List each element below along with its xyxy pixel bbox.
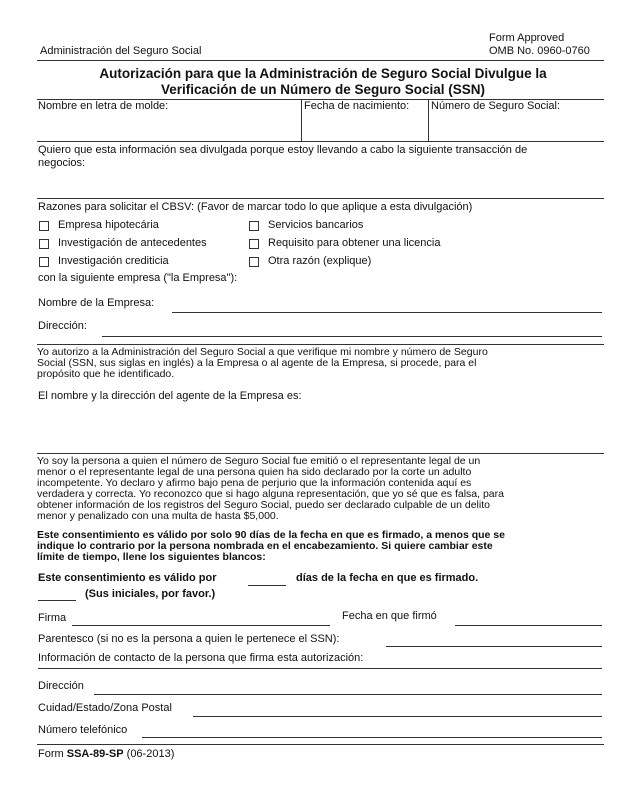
declaration-line6: menor y penalizado con una multa de hasta $5,000. (37, 510, 279, 522)
sign-date-label: Fecha en que firmó (342, 610, 437, 622)
transaction-line1: Quiero que esta información sea divulgada porque estoy llevando a cabo la siguiente transacción de (38, 144, 528, 156)
consent-initials-label: (Sus iniciales, por favor.) (85, 588, 216, 600)
consent-initials-input[interactable] (38, 600, 76, 601)
checkbox-credit[interactable] (39, 257, 49, 267)
agent-rule (37, 453, 604, 454)
company-address-input[interactable] (102, 336, 602, 337)
name-input[interactable] (38, 114, 298, 138)
consent-line3: límite de tiempo, llene los siguientes blancos: (37, 551, 266, 563)
consent-days-input[interactable] (248, 585, 286, 586)
reason-license: Requisito para obtener una licencia (268, 237, 441, 249)
phone-label: Número telefónico (38, 724, 128, 736)
ssn-input[interactable] (431, 114, 601, 138)
consent-line2: indique lo contrario por la persona nombrada en el encabezamiento. Si quiere cambiar este (37, 540, 493, 552)
footer-form-word: Form (38, 748, 64, 760)
consent-valid-suffix: días de la fecha en que es firmado. (296, 572, 479, 584)
relationship-input[interactable] (386, 646, 602, 647)
contact-label: Información de contacto de la persona que firma esta autorización: (38, 652, 364, 664)
contact-rule (38, 668, 602, 669)
name-label: Nombre en letra de molde: (38, 100, 169, 112)
header-rule (37, 60, 604, 61)
reason-other: Otra razón (explique) (268, 255, 372, 267)
company-name-input[interactable] (172, 312, 602, 313)
form-approved: Form Approved (489, 32, 565, 44)
reason-mortgage: Empresa hipotecária (58, 219, 159, 231)
checkbox-banking[interactable] (249, 221, 259, 231)
dob-label: Fecha de nacimiento: (304, 100, 410, 112)
footer-form-date: (06-2013) (126, 748, 175, 760)
agent-input[interactable] (38, 405, 602, 450)
address-label: Dirección (38, 680, 84, 692)
transaction-input[interactable] (38, 172, 602, 196)
dob-input[interactable] (304, 114, 424, 138)
form-title-line2: Verificación de un Número de Seguro Social (SSN) (160, 82, 486, 97)
checkbox-mortgage[interactable] (39, 221, 49, 231)
checkbox-other[interactable] (249, 257, 259, 267)
fields-rule (37, 141, 604, 142)
company-address-label: Dirección: (38, 320, 87, 332)
omb-number: OMB No. 0960-0760 (489, 45, 590, 57)
checkbox-background[interactable] (39, 239, 49, 249)
signature-label: Firma (38, 612, 67, 624)
consent-line1: Este consentimiento es válido por solo 90 días de la fecha en que es firmado, a menos que se (37, 529, 505, 541)
transaction-line2: negocios: (38, 157, 86, 169)
declaration-line2: menor o el representante legal de una persona quien ha sido declarado por la corte un adulto (37, 466, 472, 478)
address-input[interactable] (94, 694, 602, 695)
declaration-line3: incompetente. Yo declaro y afirmo bajo pena de perjurio que la información contenida aquí es (37, 477, 472, 489)
company-intro: con la siguiente empresa ("la Empresa"): (38, 272, 238, 284)
signature-input[interactable] (72, 625, 330, 626)
footer-form-id: SSA-89-SP (66, 748, 124, 760)
city-input[interactable] (193, 716, 602, 717)
consent-valid-prefix: Este consentimiento es válido por (38, 572, 217, 584)
city-label: Cuidad/Estado/Zona Postal (38, 702, 172, 714)
agency-name: Administración del Seguro Social (40, 45, 202, 57)
name-divider (301, 99, 302, 141)
authorize-line1: Yo autorizo a la Administración del Seguro Social a que verifique mi nombre y número de Seguro (37, 346, 488, 358)
reasons-heading: Razones para solicitar el CBSV: (Favor de marcar todo lo que aplique a esta divulgación) (38, 201, 473, 213)
phone-input[interactable] (142, 737, 602, 738)
relationship-label: Parentesco (si no es la persona a quien le pertenece el SSN): (38, 633, 340, 645)
form-footer (38, 748, 174, 761)
sign-date-input[interactable] (455, 625, 602, 626)
authorize-line2: Social (SSN, sus siglas en inglés) a la Empresa o al agente de la Empresa, si procede, para el (37, 357, 477, 369)
checkbox-license[interactable] (249, 239, 259, 249)
form-title-line1: Autorización para que la Administración de Seguro Social Divulgue la (99, 66, 547, 81)
footer-rule (37, 744, 604, 745)
dob-divider (428, 99, 429, 141)
authorize-line3: propósito que he identificado. (37, 368, 175, 380)
transaction-rule (37, 198, 604, 199)
declaration-line5: obtener información de los registros del Seguro Social, puedo ser declarado culpable de un delito (37, 499, 490, 511)
company-rule (37, 344, 604, 345)
reason-banking: Servicios bancarios (268, 219, 364, 231)
company-name-label: Nombre de la Empresa: (38, 297, 155, 309)
reason-credit: Investigación crediticia (58, 255, 169, 267)
ssn-label: Número de Seguro Social: (431, 100, 561, 112)
declaration-line4: verdadera y correcta. Yo reconozco que si hago alguna representación, que yo sé que es falsa, para (37, 488, 504, 500)
agent-label: El nombre y la dirección del agente de la Empresa es: (38, 390, 302, 402)
reason-background: Investigación de antecedentes (58, 237, 207, 249)
declaration-line1: Yo soy la persona a quien el número de Seguro Social fue emitió o el representante legal de un (37, 455, 481, 467)
